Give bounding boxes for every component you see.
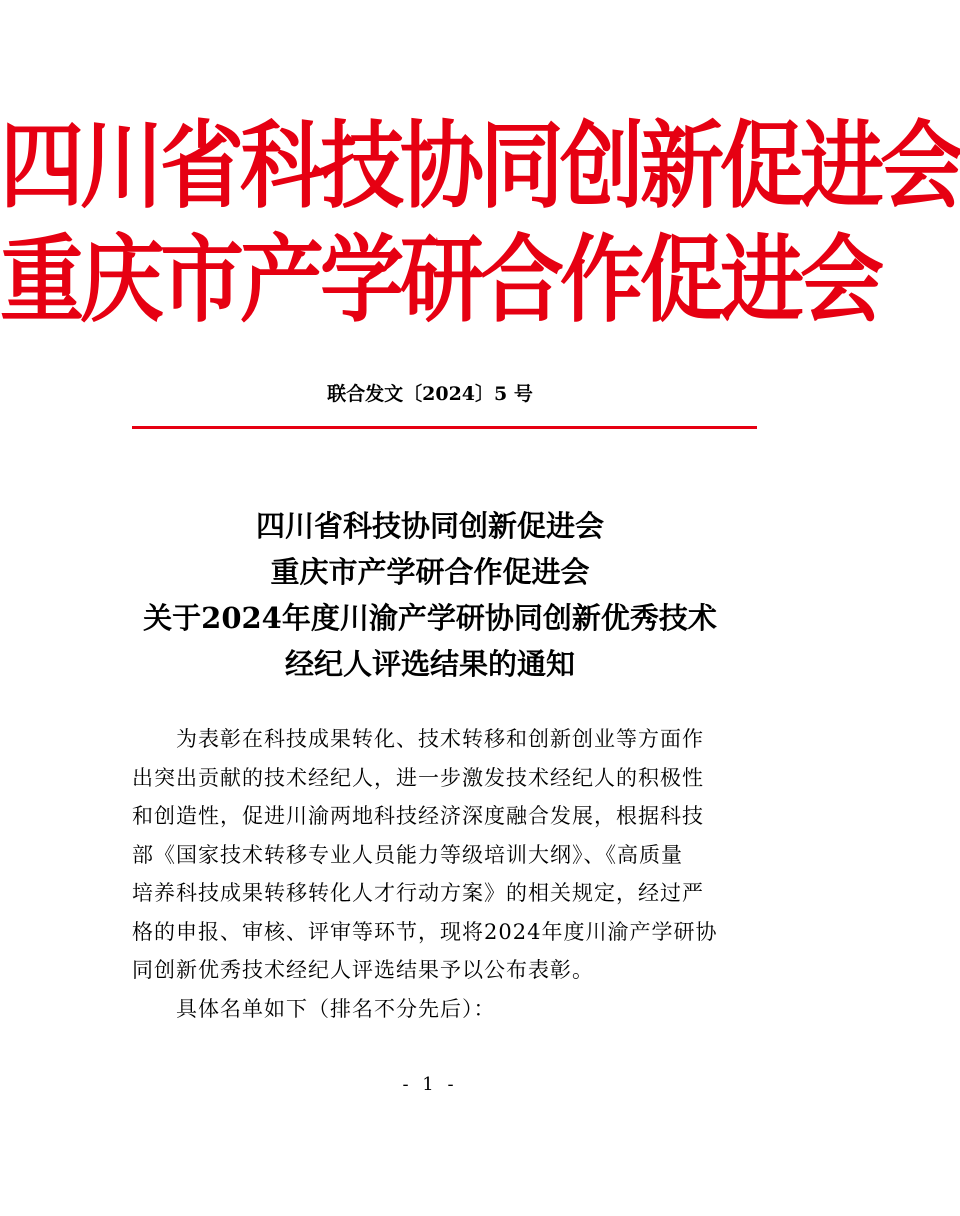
body-line-1: 为表彰在科技成果转化、技术转移和创新创业等方面作 <box>176 727 704 751</box>
title-line-3: 关于2024年度川渝产学研协同创新优秀技术 <box>143 601 717 635</box>
body-line-4: 部《国家技术转移专业人员能力等级培训大纲》、《高质量 <box>132 842 683 867</box>
masthead-org-chongqing: 重庆市产学研合作促进会 <box>0 225 881 335</box>
document-number: 联合发文〔2024〕5 号 <box>327 383 533 405</box>
notice-body <box>132 720 732 1028</box>
body-line-3: 和创造性，促进川渝两地科技经济深度融合发展，根据科技 <box>132 804 704 828</box>
body-line-7: 同创新优秀技术经纪人评选结果予以公布表彰。 <box>132 958 594 982</box>
page-number: - 1 - <box>402 1074 458 1095</box>
body-line-5: 培养科技成果转移转化人才行动方案》的相关规定，经过严 <box>132 881 704 905</box>
title-line-2: 重庆市产学研合作促进会 <box>270 555 590 589</box>
title-line-4: 经纪人评选结果的通知 <box>284 647 575 681</box>
red-divider-line <box>132 426 757 429</box>
title-line-1: 四川省科技协同创新促进会 <box>255 509 604 543</box>
body-line-8: 具体名单如下（排名不分先后）： <box>176 996 496 1021</box>
body-line-6: 格的申报、审核、评审等环节，现将2024年度川渝产学研协 <box>132 919 718 944</box>
document-title <box>0 503 860 687</box>
masthead-org-sichuan: 四川省科技协同创新促进会 <box>0 111 960 221</box>
body-line-2: 出突出贡献的技术经纪人，进一步激发技术经纪人的积极性 <box>132 765 704 790</box>
